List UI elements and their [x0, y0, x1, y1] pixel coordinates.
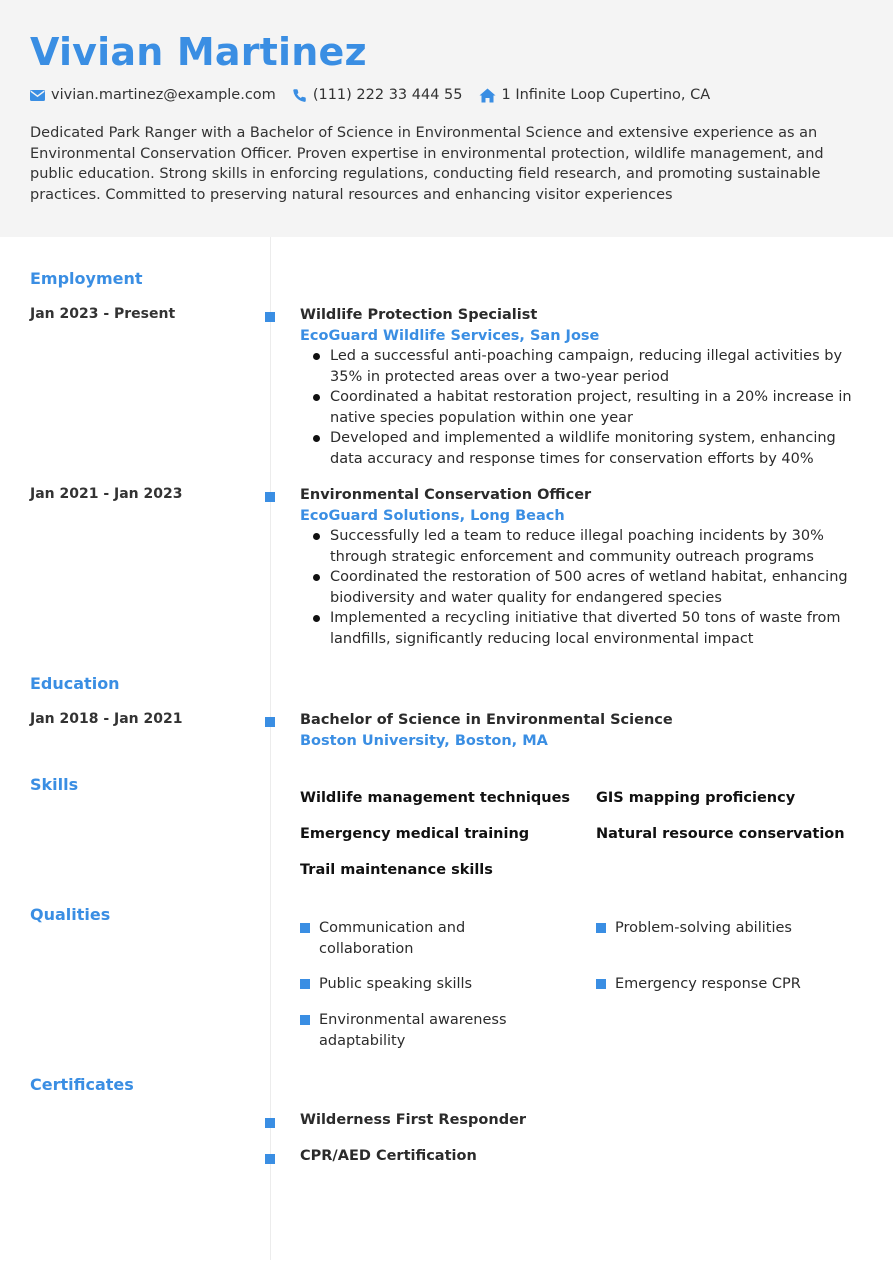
- square-bullet-icon: [596, 923, 606, 933]
- home-icon: [479, 88, 496, 103]
- quality-text: Problem-solving abilities: [615, 920, 792, 936]
- phone-text: (111) 222 33 444 55: [312, 87, 463, 103]
- square-bullet-icon: [596, 979, 606, 989]
- job-title: Environmental Conservation Officer: [300, 487, 592, 503]
- employer: EcoGuard Wildlife Services, San Jose: [300, 327, 600, 344]
- school: Boston University, Boston, MA: [300, 732, 548, 749]
- envelope-icon: [30, 90, 45, 101]
- phone-icon: [292, 88, 307, 103]
- timeline-marker: [265, 717, 275, 727]
- employment-entry-2: [300, 485, 865, 649]
- timeline-divider: [270, 237, 271, 1260]
- contact-row: [30, 85, 726, 105]
- list-item: Developed and implemented a wildlife monitoring system, enhancing data accuracy and response times for conservation efforts by 40%: [300, 428, 865, 469]
- candidate-name: Vivian Martinez: [30, 30, 367, 74]
- education-date: Jan 2018 - Jan 2021: [30, 711, 183, 727]
- quality-item: [300, 1010, 540, 1051]
- certificate-item: CPR/AED Certification: [300, 1148, 477, 1164]
- quality-text: Environmental awareness adaptability: [319, 1012, 507, 1049]
- skill-item: GIS mapping proficiency: [596, 790, 796, 806]
- skill-item: Trail maintenance skills: [300, 862, 493, 878]
- degree: Bachelor of Science in Environmental Science: [300, 712, 673, 728]
- square-bullet-icon: [300, 979, 310, 989]
- list-item: Successfully led a team to reduce illegal poaching incidents by 30% through strategic enforcement and community outreach programs: [300, 526, 865, 567]
- skill-item: Natural resource conservation: [596, 826, 845, 842]
- achievement-list: [300, 526, 865, 649]
- education-entry: [300, 710, 865, 751]
- timeline-marker: [265, 492, 275, 502]
- skill-item: Emergency medical training: [300, 826, 530, 842]
- quality-text: Emergency response CPR: [615, 976, 801, 992]
- job-title: Wildlife Protection Specialist: [300, 307, 538, 323]
- email-text: vivian.martinez@example.com: [51, 87, 276, 103]
- employer: EcoGuard Solutions, Long Beach: [300, 507, 565, 524]
- quality-item: [300, 974, 540, 995]
- list-item: Implemented a recycling initiative that diverted 50 tons of waste from landfills, significantly reducing local environmental impact: [300, 608, 865, 649]
- section-title-certificates: Certificates: [30, 1075, 134, 1094]
- address-text: 1 Infinite Loop Cupertino, CA: [501, 87, 711, 103]
- square-bullet-icon: [300, 1015, 310, 1025]
- quality-item: [596, 918, 846, 939]
- achievement-list: [300, 346, 865, 469]
- timeline-marker: [265, 312, 275, 322]
- certificate-item: Wilderness First Responder: [300, 1112, 527, 1128]
- list-item: Led a successful anti-poaching campaign, reducing illegal activities by 35% in protected areas over a two-year period: [300, 346, 865, 387]
- contact-phone[interactable]: [292, 87, 463, 103]
- section-title-education: Education: [30, 674, 120, 693]
- square-bullet-icon: [300, 923, 310, 933]
- section-title-skills: Skills: [30, 775, 79, 794]
- quality-text: Public speaking skills: [319, 976, 473, 992]
- resume-header: [0, 0, 893, 237]
- quality-item: [300, 918, 540, 959]
- list-item: Coordinated a habitat restoration project, resulting in a 20% increase in native species population within one year: [300, 387, 865, 428]
- list-item: Coordinated the restoration of 500 acres of wetland habitat, enhancing biodiversity and water quality for endangered species: [300, 567, 865, 608]
- employment-date-1: Jan 2023 - Present: [30, 306, 176, 322]
- quality-text: Communication and collaboration: [319, 920, 466, 957]
- timeline-marker: [265, 1154, 275, 1164]
- quality-item: [596, 974, 846, 995]
- section-title-qualities: Qualities: [30, 905, 111, 924]
- employment-date-2: Jan 2021 - Jan 2023: [30, 486, 183, 502]
- timeline-marker: [265, 1118, 275, 1128]
- skill-item: Wildlife management techniques: [300, 790, 571, 806]
- professional-summary: Dedicated Park Ranger with a Bachelor of Science in Environmental Science and extensive experience as an Environmental Conservation Officer. Proven expertise in environmental protection, wildlife management, and public education. Strong skills in enforcing regulations, conducting field research, and promoting sustainable practices. Committed to preserving natural resources and enhancing visitor experiences: [30, 125, 824, 204]
- section-title-employment: Employment: [30, 269, 143, 288]
- contact-address[interactable]: [479, 87, 711, 103]
- contact-email[interactable]: [30, 87, 276, 103]
- employment-entry-1: [300, 305, 865, 469]
